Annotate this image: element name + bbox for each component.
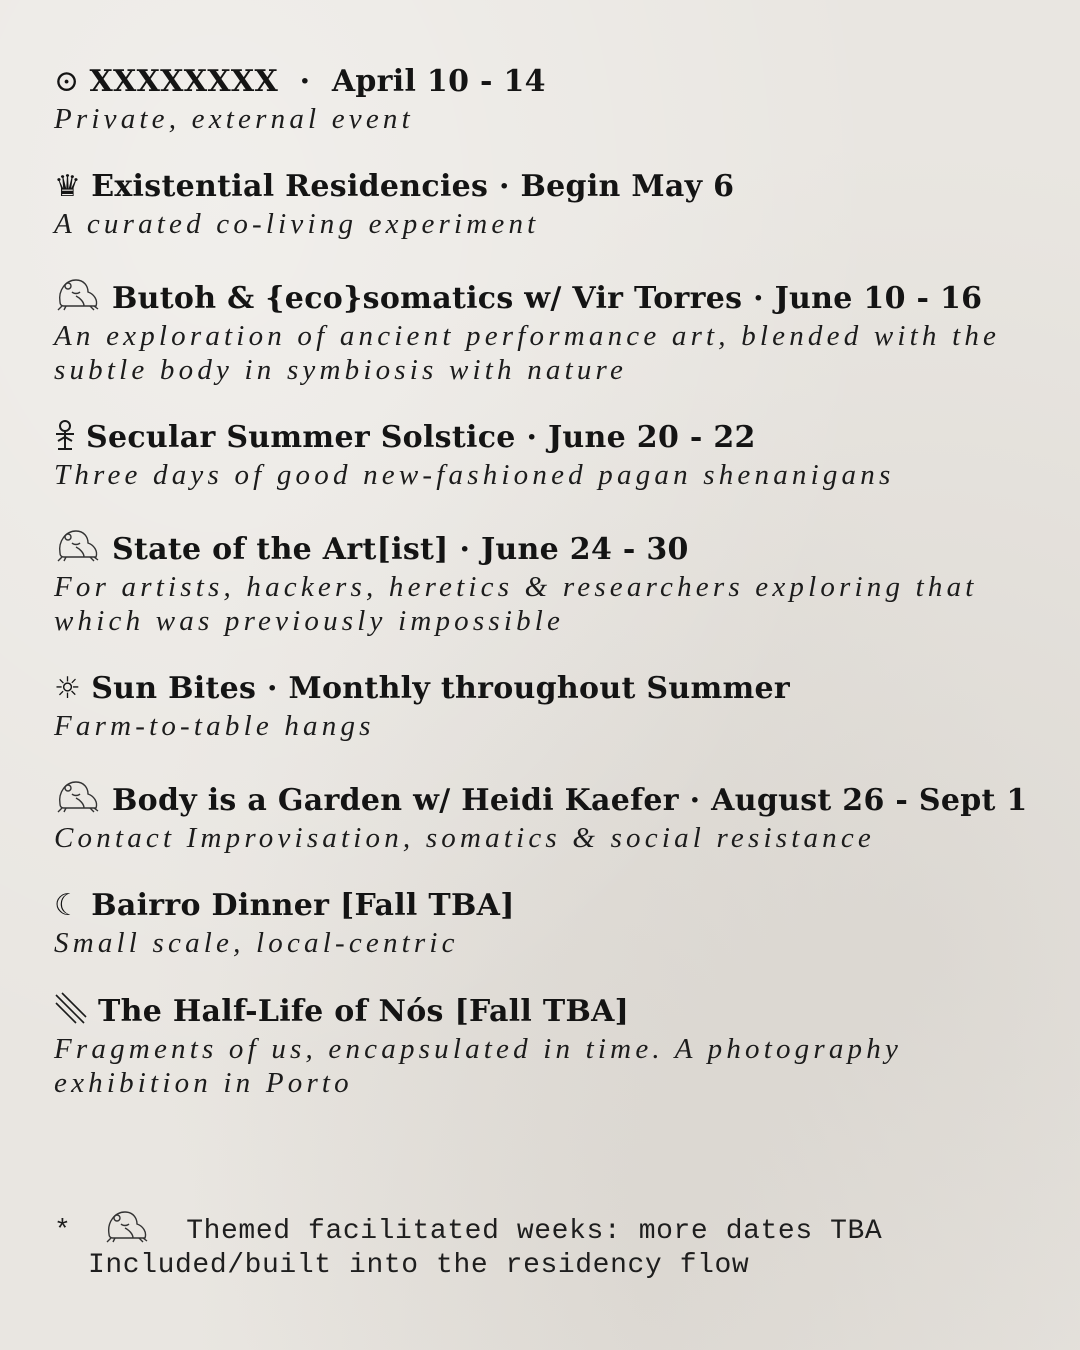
- event-item: [54, 523, 1044, 638]
- event-date: June 20 - 22: [547, 420, 756, 455]
- event-description: A curated co-living experiment: [54, 208, 540, 240]
- ankh-icon: [54, 418, 76, 458]
- event-description: Private, external event: [54, 103, 414, 135]
- event-item: [54, 62, 1044, 136]
- event-list: [54, 62, 1044, 1131]
- event-separator: ·: [689, 783, 701, 818]
- event-date: Begin May 6: [520, 169, 735, 204]
- event-item: [54, 886, 1044, 960]
- event-heading: [54, 418, 1044, 458]
- event-item: [54, 167, 1044, 241]
- diagonal-lines-icon: [54, 991, 88, 1032]
- event-description: An exploration of ancient performance art, blended with the subtle body in symbiosis with nature: [54, 320, 1001, 386]
- event-heading: [54, 669, 1044, 709]
- event-separator: ·: [526, 420, 538, 455]
- circled-dot-icon: ⊙: [54, 64, 80, 99]
- event-item: [54, 272, 1044, 387]
- event-separator: ·: [266, 671, 278, 706]
- event-description: Contact Improvisation, somatics & social resistance: [54, 822, 876, 854]
- event-heading: [54, 167, 1044, 207]
- footnote-text: Themed facilitated weeks: more dates TBA: [186, 1216, 883, 1247]
- event-title: Secular Summer Solstice: [86, 420, 516, 455]
- event-separator: ·: [499, 169, 510, 204]
- event-item: [54, 774, 1044, 855]
- event-title: Body is a Garden w/ Heidi Kaefer: [112, 783, 679, 818]
- event-heading: [54, 774, 1044, 821]
- frog-icon: [54, 523, 102, 570]
- frog-icon: [54, 774, 102, 821]
- event-separator: ·: [299, 64, 311, 99]
- event-description: Small scale, local-centric: [54, 927, 459, 959]
- event-date: June 10 - 16: [774, 281, 983, 316]
- event-title: The Half-Life of Nós [Fall TBA]: [98, 994, 630, 1029]
- event-heading: [54, 272, 1044, 319]
- event-date: June 24 - 30: [480, 532, 689, 567]
- crown-icon: ♛: [54, 169, 82, 204]
- event-title: Bairro Dinner [Fall TBA]: [91, 888, 515, 923]
- event-heading: [54, 991, 1044, 1032]
- event-description: Farm-to-table hangs: [54, 710, 375, 742]
- event-date: April 10 - 14: [331, 64, 546, 99]
- footnote-line-2: Included/built into the residency flow: [88, 1250, 750, 1281]
- frog-icon: [86, 1216, 169, 1247]
- event-description: For artists, hackers, heretics & researchers exploring that which was previously impossible: [54, 571, 978, 637]
- event-title: Butoh & {eco}somatics w/ Vir Torres: [112, 281, 743, 316]
- event-date: Monthly throughout Summer: [288, 671, 791, 706]
- frog-icon: [54, 272, 102, 319]
- footnote: [54, 1204, 882, 1283]
- event-title: XXXXXXXX: [89, 64, 279, 99]
- event-description: Fragments of us, encapsulated in time. A photography exhibition in Porto: [54, 1033, 903, 1099]
- event-description: Three days of good new-fashioned pagan shenanigans: [54, 459, 895, 491]
- event-item: [54, 991, 1044, 1100]
- sun-icon: ☼: [54, 671, 82, 706]
- event-separator: ·: [753, 281, 764, 316]
- event-item: [54, 669, 1044, 743]
- event-heading: [54, 62, 1044, 102]
- event-title: State of the Art[ist]: [112, 532, 449, 567]
- event-title: Sun Bites: [91, 671, 257, 706]
- event-heading: [54, 886, 1044, 926]
- event-item: [54, 418, 1044, 492]
- footnote-marker: *: [54, 1216, 72, 1247]
- event-heading: [54, 523, 1044, 570]
- crescent-moon-icon: ☾: [54, 888, 82, 923]
- footnote-line-1: [54, 1204, 882, 1249]
- event-date: August 26 - Sept 1: [711, 783, 1028, 818]
- event-separator: ·: [459, 532, 471, 567]
- event-title: Existential Residencies: [91, 169, 489, 204]
